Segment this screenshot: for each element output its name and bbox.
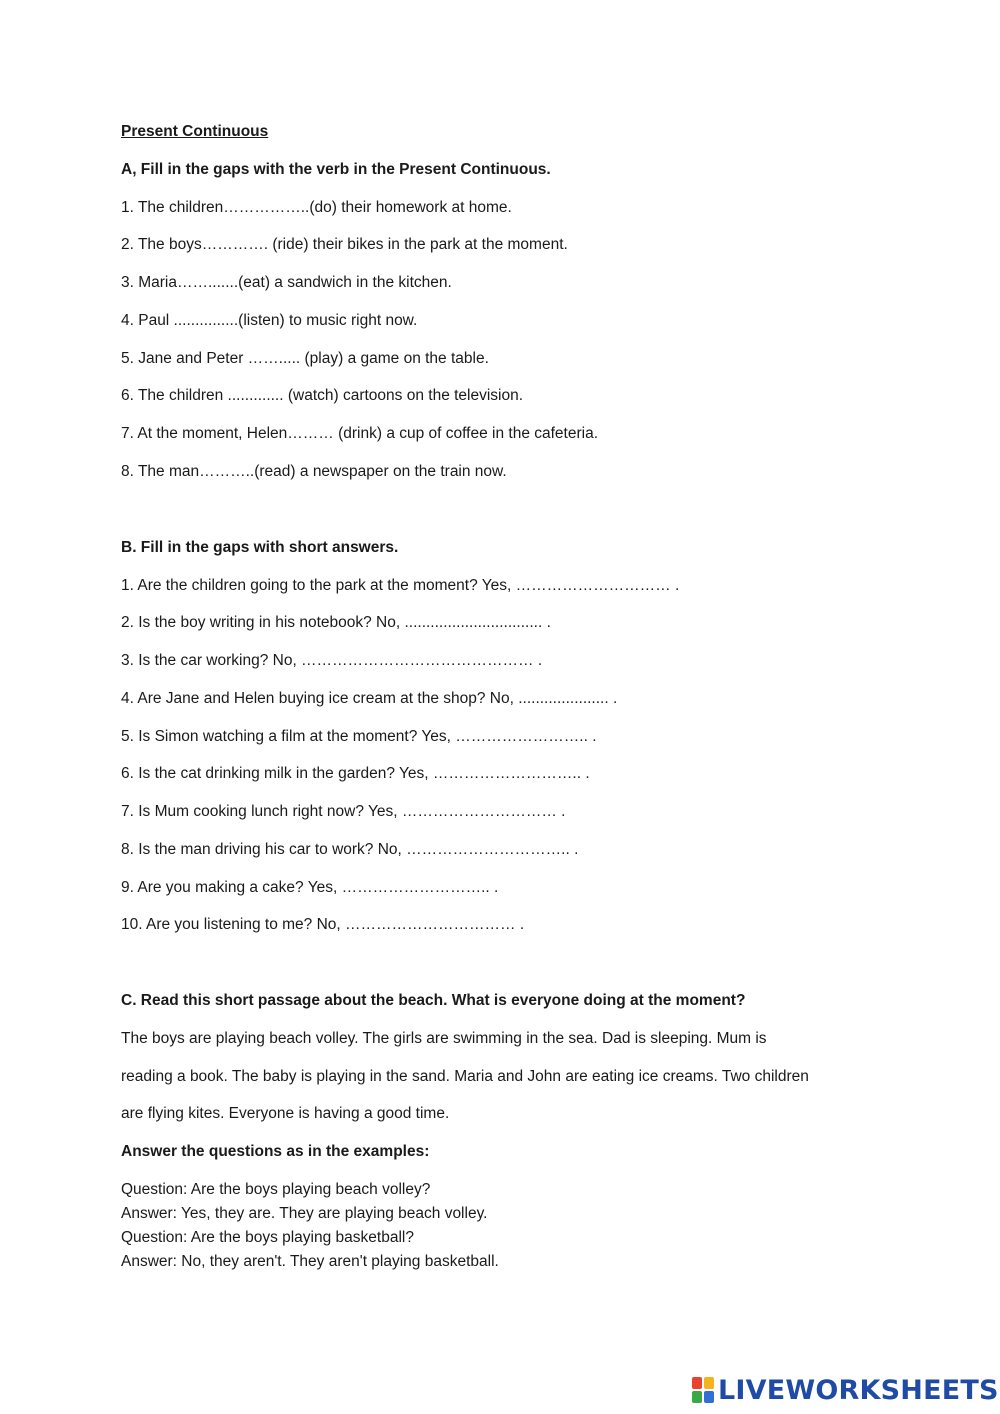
instruction-heading: Answer the questions as in the examples: [121, 1143, 430, 1160]
passage-line: are flying kites. Everyone is having a good time. [121, 1105, 450, 1122]
logo-icon [692, 1377, 714, 1403]
example-line: Question: Are the boys playing basketball? [121, 1229, 414, 1246]
section-a-item: 2. The boys…………. (ride) their bikes in the park at the moment. [121, 236, 568, 253]
section-a-item: 8. The man………..(read) a newspaper on the train now. [121, 463, 507, 480]
passage-line: reading a book. The baby is playing in the sand. Maria and John are eating ice creams. Two children [121, 1068, 809, 1085]
logo-block [704, 1391, 714, 1403]
example-line: Answer: No, they aren't. They aren't playing basketball. [121, 1253, 499, 1270]
section-b-item: 4. Are Jane and Helen buying ice cream at the shop? No, ..................... . [121, 690, 618, 707]
section-a-heading: A, Fill in the gaps with the verb in the Present Continuous. [121, 161, 551, 178]
section-b-item: 2. Is the boy writing in his notebook? No, ................................ . [121, 614, 551, 631]
logo-block [692, 1391, 702, 1403]
logo-block [692, 1377, 702, 1389]
section-b-item: 10. Are you listening to me? No, …………………………… . [121, 916, 525, 933]
section-b-item: 8. Is the man driving his car to work? No, ………………………….. . [121, 841, 579, 858]
logo-block [704, 1377, 714, 1389]
section-c-heading: C. Read this short passage about the beach. What is everyone doing at the moment? [121, 992, 746, 1009]
section-b-item: 7. Is Mum cooking lunch right now? Yes, ………………………… . [121, 803, 566, 820]
logo-text: LIVEWORKSHEETS [718, 1374, 999, 1406]
example-line: Question: Are the boys playing beach volley? [121, 1181, 431, 1198]
section-a-item: 5. Jane and Peter ……..... (play) a game on the table. [121, 350, 489, 367]
section-b-item: 6. Is the cat drinking milk in the garden? Yes, ……………………….. . [121, 765, 590, 782]
page-title: Present Continuous [121, 123, 269, 140]
example-line: Answer: Yes, they are. They are playing beach volley. [121, 1205, 488, 1222]
section-a-item: 1. The children……………..(do) their homework at home. [121, 199, 512, 216]
liveworksheets-logo [692, 1374, 999, 1406]
section-b-item: 5. Is Simon watching a film at the moment? Yes, …………………….. . [121, 728, 597, 745]
section-a-item: 4. Paul ...............(listen) to music right now. [121, 312, 418, 329]
section-b-item: 9. Are you making a cake? Yes, ……………………….. . [121, 879, 499, 896]
section-a-item: 7. At the moment, Helen……… (drink) a cup of coffee in the cafeteria. [121, 425, 599, 442]
section-b-heading: B. Fill in the gaps with short answers. [121, 539, 399, 556]
passage-line: The boys are playing beach volley. The girls are swimming in the sea. Dad is sleeping. Mum is [121, 1030, 767, 1047]
section-b-item: 1. Are the children going to the park at the moment? Yes, ………………………… . [121, 577, 680, 594]
section-b-item: 3. Is the car working? No, ……………………………………… . [121, 652, 543, 669]
section-a-item: 6. The children ............. (watch) cartoons on the television. [121, 387, 524, 404]
section-a-item: 3. Maria…….......(eat) a sandwich in the kitchen. [121, 274, 452, 291]
